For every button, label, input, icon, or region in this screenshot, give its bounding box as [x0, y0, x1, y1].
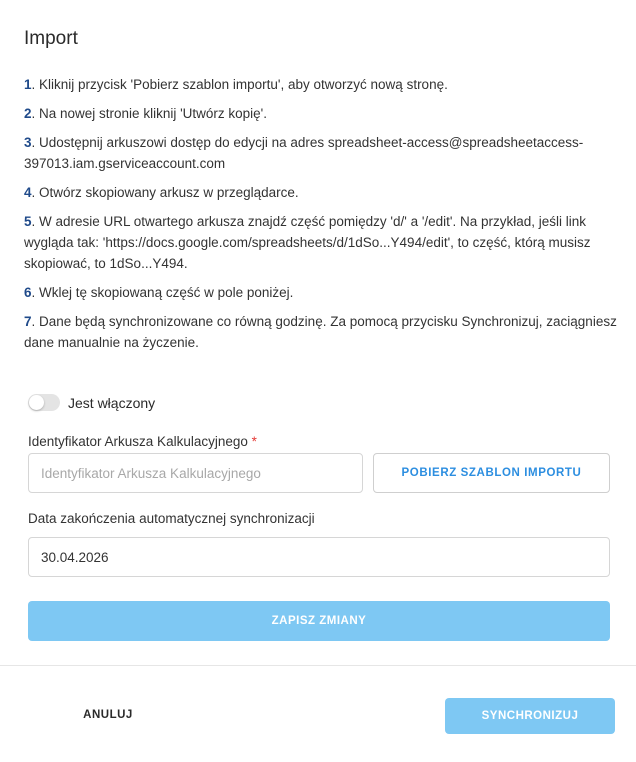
instruction-step	[24, 182, 620, 203]
step-text: . Udostępnij arkuszowi dostęp do edycji na adres spreadsheet-access@spreadsheetaccess-397013.iam.gserviceaccount.com	[24, 135, 584, 171]
step-text: . Na nowej stronie kliknij 'Utwórz kopię'.	[31, 106, 268, 121]
step-text: . Wklej tę skopiowaną część w pole poniżej.	[31, 285, 294, 300]
enabled-toggle-row	[28, 394, 155, 411]
step-number: 5	[24, 214, 32, 229]
instructions-list	[24, 74, 620, 361]
step-number: 7	[24, 314, 32, 329]
sync-end-date-label: Data zakończenia automatycznej synchronizacji	[28, 511, 315, 526]
spreadsheet-id-label-text: Identyfikator Arkusza Kalkulacyjnego	[28, 434, 248, 449]
instruction-step	[24, 282, 620, 303]
dialog-title: Import	[24, 28, 78, 49]
step-text: . W adresie URL otwartego arkusza znajdź część pomiędzy 'd/' a '/edit'. Na przykład, jeśli link wygląda tak: 'https://docs.google.com/spreadsheets/d/1dSo...Y494/edit', to część, którą musisz skopiować, to 1dSo...Y494.	[24, 214, 591, 271]
spreadsheet-id-label	[28, 434, 257, 449]
save-changes-button[interactable]: ZAPISZ ZMIANY	[28, 601, 610, 641]
step-text: . Kliknij przycisk 'Pobierz szablon importu', aby otworzyć nową stronę.	[31, 77, 448, 92]
instruction-step	[24, 74, 620, 95]
required-asterisk: *	[251, 434, 257, 449]
instruction-step	[24, 132, 620, 174]
footer-divider	[0, 665, 636, 666]
step-number: 2	[24, 106, 32, 121]
step-number: 3	[24, 135, 32, 150]
cancel-button[interactable]: ANULUJ	[83, 709, 133, 721]
download-template-button[interactable]: POBIERZ SZABLON IMPORTU	[373, 453, 610, 493]
instruction-step	[24, 211, 620, 274]
instruction-step	[24, 311, 620, 353]
sync-end-date-input[interactable]	[28, 537, 610, 577]
step-number: 4	[24, 185, 32, 200]
instruction-step	[24, 103, 620, 124]
toggle-knob	[29, 395, 44, 410]
step-text: . Dane będą synchronizowane co równą godzinę. Za pomocą przycisku Synchronizuj, zaciągniesz dane manualnie na życzenie.	[24, 314, 617, 350]
step-number: 1	[24, 77, 32, 92]
step-text: . Otwórz skopiowany arkusz w przeglądarce.	[31, 185, 299, 200]
enabled-toggle[interactable]	[28, 394, 60, 411]
step-number: 6	[24, 285, 32, 300]
enabled-toggle-label: Jest włączony	[68, 394, 156, 411]
synchronize-button[interactable]: SYNCHRONIZUJ	[445, 698, 615, 734]
spreadsheet-id-input[interactable]	[28, 453, 363, 493]
